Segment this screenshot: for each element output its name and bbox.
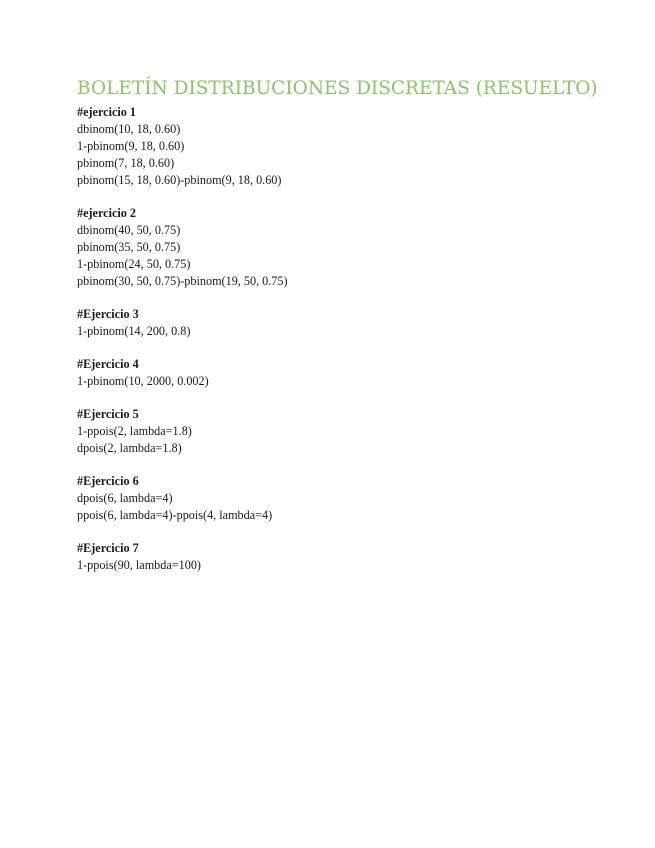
code-line: 1-pbinom(14, 200, 0.8)	[77, 324, 191, 338]
exercise-section-1	[77, 104, 617, 189]
code-line: pbinom(7, 18, 0.60)	[77, 156, 175, 170]
exercise-heading: #Ejercicio 5	[77, 407, 139, 421]
code-line: 1-ppois(2, lambda=1.8)	[77, 424, 192, 438]
exercise-section-3	[77, 306, 617, 340]
exercise-section-7	[77, 540, 617, 574]
document-title: BOLETÍN DISTRIBUCIONES DISCRETAS (RESUELTO)	[77, 78, 598, 99]
exercise-heading: #Ejercicio 3	[77, 307, 139, 321]
exercise-section-5	[77, 406, 617, 457]
code-line: dbinom(40, 50, 0.75)	[77, 223, 181, 237]
exercise-heading: #Ejercicio 4	[77, 357, 139, 371]
code-line: 1-pbinom(24, 50, 0.75)	[77, 257, 191, 271]
code-line: dpois(2, lambda=1.8)	[77, 441, 182, 455]
code-line: dpois(6, lambda=4)	[77, 491, 173, 505]
exercise-section-4	[77, 356, 617, 390]
code-line: pbinom(35, 50, 0.75)	[77, 240, 181, 254]
exercise-heading: #ejercicio 1	[77, 105, 136, 119]
code-line: pbinom(30, 50, 0.75)-pbinom(19, 50, 0.75)	[77, 274, 288, 288]
code-line: pbinom(15, 18, 0.60)-pbinom(9, 18, 0.60)	[77, 173, 282, 187]
code-line: dbinom(10, 18, 0.60)	[77, 122, 181, 136]
code-line: 1-ppois(90, lambda=100)	[77, 558, 201, 572]
exercise-section-2	[77, 205, 617, 290]
code-line: ppois(6, lambda=4)-ppois(4, lambda=4)	[77, 508, 273, 522]
code-line: 1-pbinom(10, 2000, 0.002)	[77, 374, 209, 388]
code-line: 1-pbinom(9, 18, 0.60)	[77, 139, 185, 153]
document-body	[77, 104, 617, 590]
exercise-section-6	[77, 473, 617, 524]
exercise-heading: #Ejercicio 7	[77, 541, 139, 555]
exercise-heading: #ejercicio 2	[77, 206, 136, 220]
exercise-heading: #Ejercicio 6	[77, 474, 139, 488]
